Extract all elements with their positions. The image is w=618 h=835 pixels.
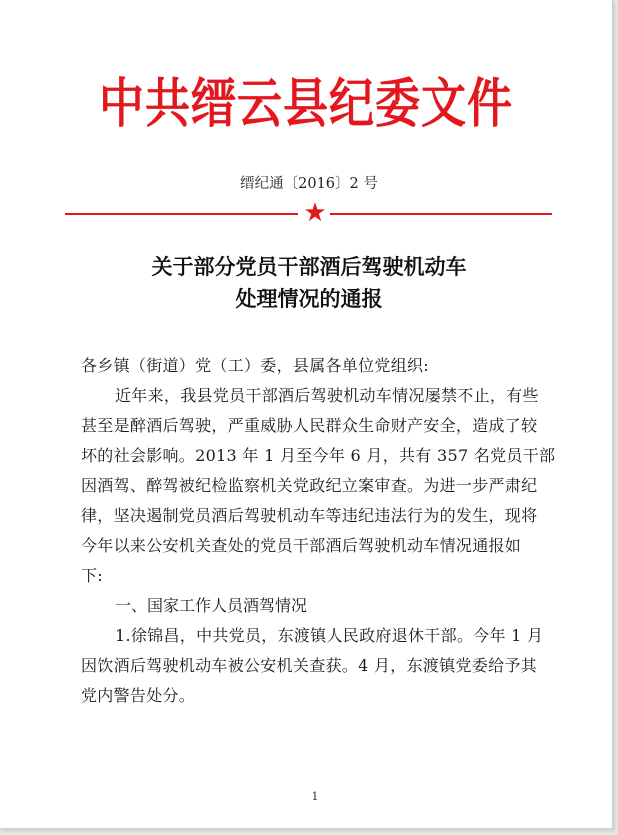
page-number: 1 [311, 790, 319, 803]
document-number: 缙纪通〔2016〕2 号 [240, 176, 378, 192]
paragraph-line: 甚至是醉酒后驾驶，严重威胁人民群众生命财产安全，造成了较 [81, 416, 538, 435]
paragraph-line: 下: [81, 566, 103, 585]
paragraph-line: 坏的社会影响。2013 年 1 月至今年 6 月，共有 357 名党员干部 [81, 446, 556, 465]
paragraph-line: 近年来，我县党员干部酒后驾驶机动车情况屡禁不止，有些 [115, 386, 539, 405]
notice-title-line-1: 关于部分党员干部酒后驾驶机动车 [151, 254, 467, 279]
paragraph-line: 因酒驾、醉驾被纪检监察机关党政纪立案审查。为进一步严肃纪 [81, 476, 538, 495]
red-divider-left [65, 213, 298, 215]
item-line: 1.徐锦昌，中共党员，东渡镇人民政府退休干部。今年 1 月 [115, 626, 544, 645]
section-heading: 一、国家工作人员酒驾情况 [115, 596, 308, 615]
item-line: 因饮酒后驾驶机动车被公安机关查获。4 月，东渡镇党委给予其 [81, 656, 537, 675]
notice-title-line-2: 处理情况的通报 [235, 286, 383, 311]
item-line: 党内警告处分。 [81, 686, 196, 705]
red-header-title: 中共缙云县纪委文件 [98, 71, 513, 135]
paragraph-line: 律，坚决遏制党员酒后驾驶机动车等违纪违法行为的发生，现将 [81, 506, 538, 525]
paragraph-line: 今年以来公安机关查处的党员干部酒后驾驶机动车情况通报如 [81, 536, 522, 555]
red-star-icon: ★ [303, 198, 327, 228]
red-divider-right [330, 213, 552, 215]
salutation: 各乡镇（街道）党（工）委，县属各单位党组织: [81, 356, 429, 375]
